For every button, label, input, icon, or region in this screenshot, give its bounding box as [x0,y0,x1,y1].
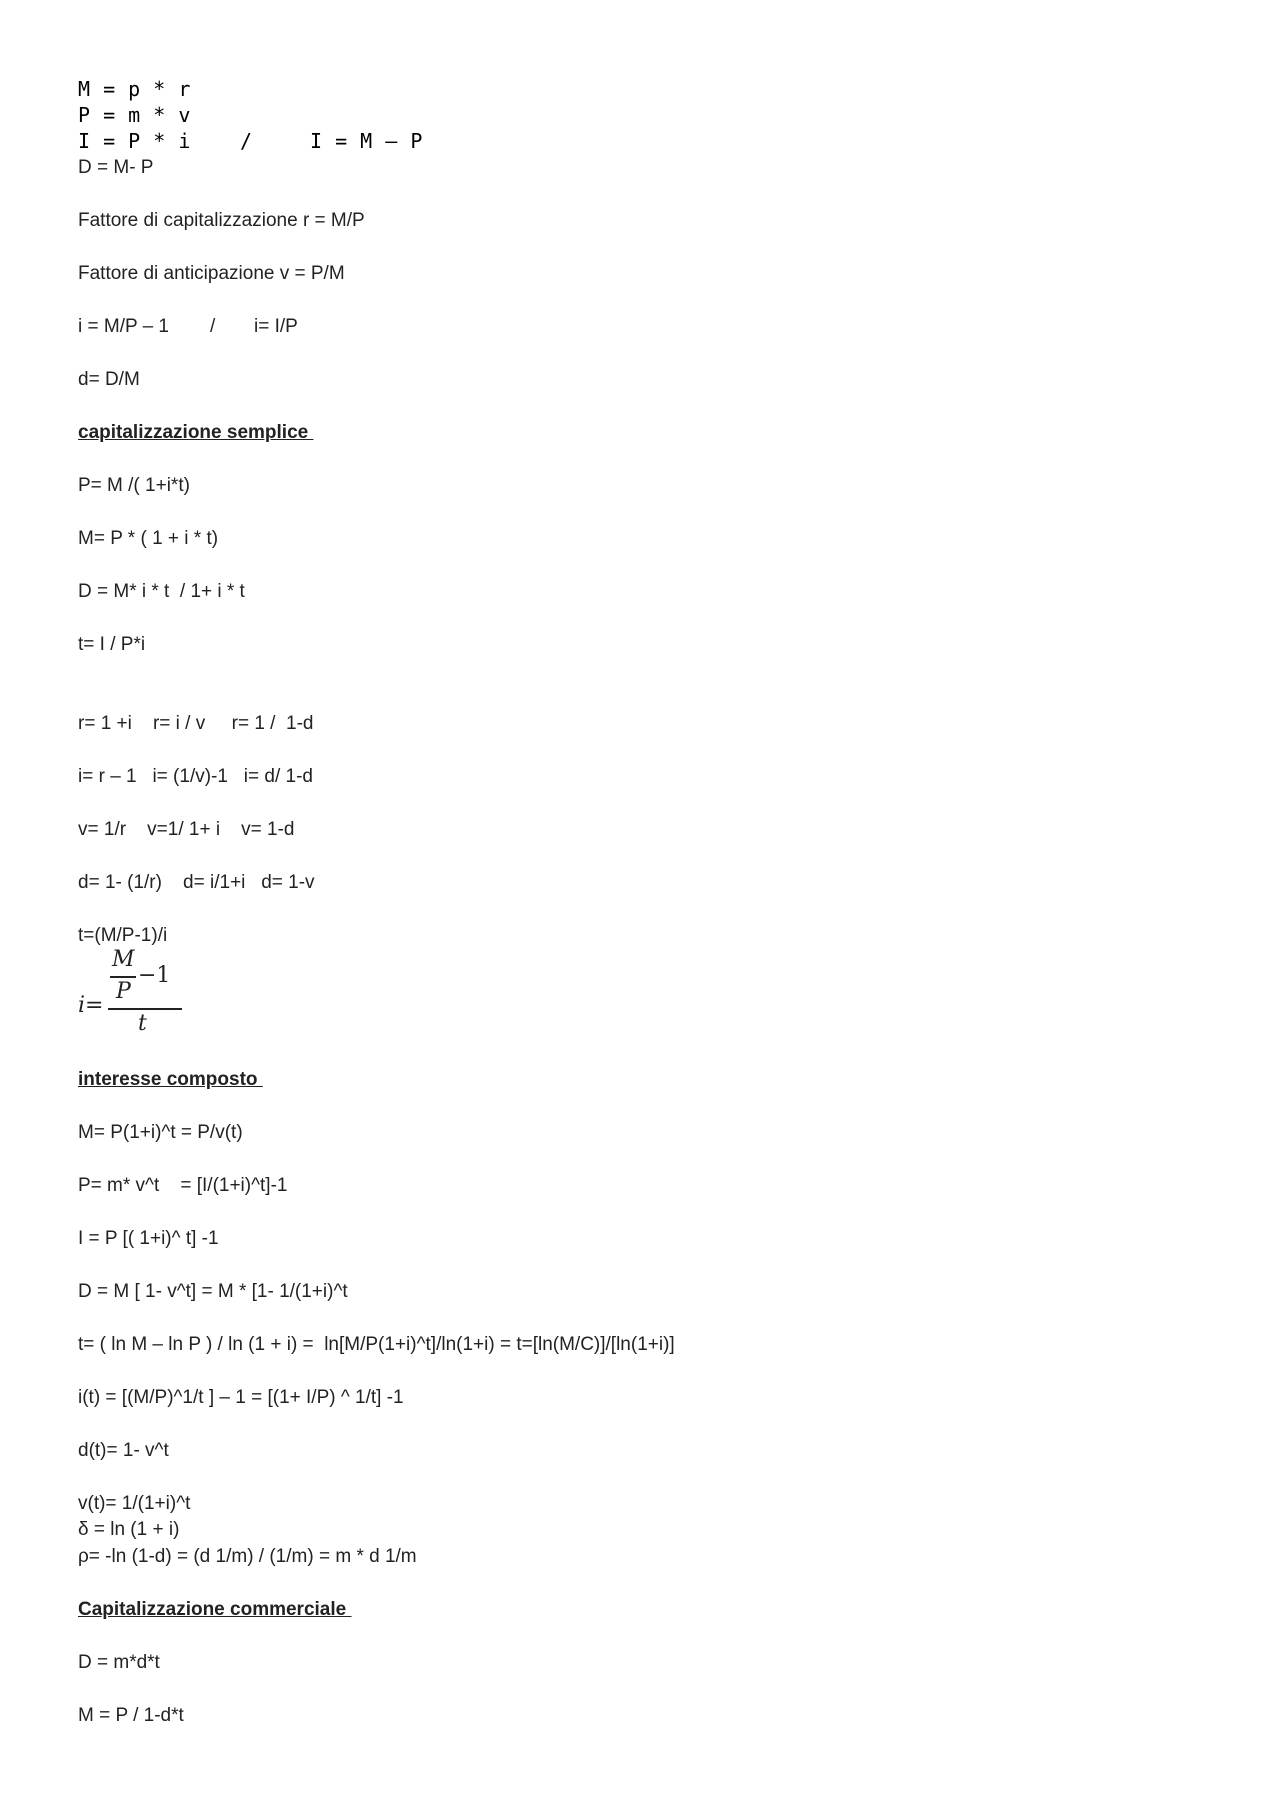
section-heading-composto: interesse composto [78,1069,263,1090]
rate-fraction [78,948,188,1040]
fraction-inner-denominator: P [116,979,131,1004]
semplice-formula-8: d= 1- (1/r) d= i/1+i d= 1-v [78,872,315,893]
fraction-lhs: i= [78,993,104,1018]
fraction-inner-numerator: M [112,947,135,972]
composto-formula-9: δ = ln (1 + i) [78,1519,180,1540]
composto-formula-4: D = M [ 1- v^t] = M * [1- 1/(1+i)^t [78,1281,348,1302]
semplice-formula-9: t=(M/P-1)/i [78,925,168,946]
semplice-formula-5: r= 1 +i r= i / v r= 1 / 1-d [78,713,314,734]
section-heading-semplice: capitalizzazione semplice [78,422,314,443]
fraction-minus-one: −1 [138,963,171,988]
semplice-formula-3: D = M* i * t / 1+ i * t [78,581,245,602]
composto-formula-7: d(t)= 1- v^t [78,1440,169,1461]
composto-formula-3: I = P [( 1+i)^ t] -1 [78,1228,219,1249]
semplice-formula-6: i= r – 1 i= (1/v)-1 i= d/ 1-d [78,766,313,787]
rate-formula-b: i= I/P [254,316,298,337]
anticipation-factor: Fattore di anticipazione v = P/M [78,263,345,284]
rate-formula-a: i = M/P – 1 [78,316,170,337]
semplice-formula-2: M= P * ( 1 + i * t) [78,528,219,549]
composto-formula-5: t= ( ln M – ln P ) / ln (1 + i) = ln[M/P(1+i)^t]/ln(1+i) = t=[ln(M/C)]/[ln(1+i)] [78,1334,675,1355]
semplice-formula-4: t= I / P*i [78,634,146,655]
composto-formula-8: v(t)= 1/(1+i)^t [78,1493,191,1514]
fraction-inner-bar [110,976,136,978]
semplice-formula-1: P= M /( 1+i*t) [78,475,190,496]
formula-principal: P = m * v [78,103,191,127]
composto-formula-10: ρ= -ln (1-d) = (d 1/m) / (1/m) = m * d 1/m [78,1546,417,1567]
commerciale-formula-2: M = P / 1-d*t [78,1705,184,1726]
discount-rate: d= D/M [78,369,140,390]
semplice-formula-7: v= 1/r v=1/ 1+ i v= 1-d [78,819,295,840]
composto-formula-1: M= P(1+i)^t = P/v(t) [78,1122,243,1143]
formula-separator: / [240,129,253,153]
formula-discount: D = M- P [78,157,154,178]
formula-interest-a: I = P * i [78,129,191,153]
commerciale-formula-1: D = m*d*t [78,1652,160,1673]
fraction-main-bar [108,1008,182,1010]
formula-interest-b: I = M – P [310,129,423,153]
formula-amount: M = p * r [78,77,191,101]
fraction-outer-denominator: t [138,1011,147,1036]
composto-formula-6: i(t) = [(M/P)^1/t ] – 1 = [(1+ I/P) ^ 1/t] -1 [78,1387,404,1408]
composto-formula-2: P= m* v^t = [I/(1+i)^t]-1 [78,1175,288,1196]
section-heading-commerciale: Capitalizzazione commerciale [78,1599,352,1620]
rate-separator: / [210,316,216,337]
capitalization-factor: Fattore di capitalizzazione r = M/P [78,210,365,231]
